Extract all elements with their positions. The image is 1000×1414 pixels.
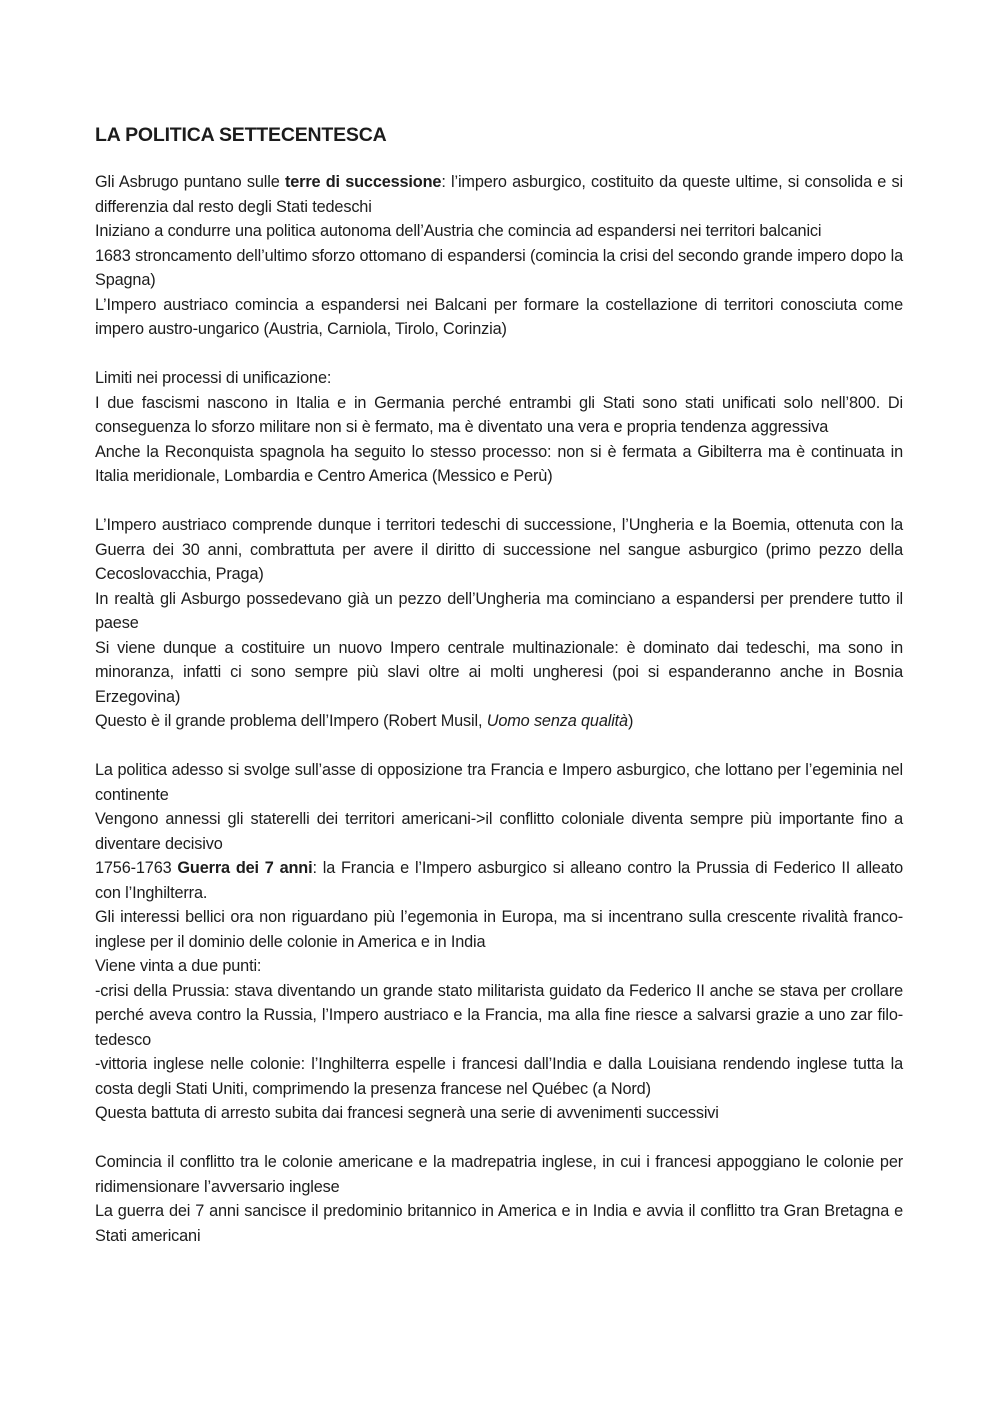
text-line	[95, 219, 903, 244]
text-span: Gli Asbrugo puntano sulle	[95, 173, 285, 191]
italic-text: Uomo senza qualità	[486, 712, 628, 730]
text-line	[95, 954, 903, 979]
text-line	[95, 513, 903, 587]
text-line	[95, 440, 903, 489]
paragraphs-container	[95, 170, 903, 1248]
paragraph	[95, 513, 903, 734]
text-span: Limiti nei processi di unificazione:	[95, 369, 332, 387]
paragraph	[95, 170, 903, 342]
text-span: 1756-1763	[95, 859, 178, 877]
text-span: L’Impero austriaco comincia a espandersi nei Balcani per formare la costellazione di territori conosciuta come impero austro-ungarico (Austria, Carniola, Tirolo, Corinzia)	[95, 295, 903, 338]
text-line	[95, 856, 903, 905]
text-line	[95, 709, 903, 734]
text-span: La guerra dei 7 anni sancisce il predominio britannico in America e in India e avvia il conflitto tra Gran Bretagna e Stati americani	[95, 1202, 903, 1245]
text-span: Si viene dunque a costituire un nuovo Impero centrale multinazionale: è dominato dai tedeschi, ma sono in minoranza, infatti ci sono sempre più slavi oltre ai molti ungheresi (poi si espanderanno anche in Bosnia Erzegovina)	[95, 638, 903, 706]
text-line	[95, 587, 903, 636]
paragraph	[95, 758, 903, 1126]
text-span: 1683 stroncamento dell’ultimo sforzo ottomano di espandersi (comincia la crisi del secondo grande impero dopo la Spagna)	[95, 246, 903, 289]
text-line	[95, 1199, 903, 1248]
paragraph	[95, 1150, 903, 1248]
text-line	[95, 1150, 903, 1199]
text-span: )	[627, 712, 634, 730]
text-span: Questo è il grande problema dell’Impero (Robert Musil,	[95, 712, 487, 730]
text-span: -vittoria inglese nelle colonie: l’Inghilterra espelle i francesi dall’India e dalla Louisiana rendendo inglese tutta la costa degli Stati Uniti, comprimendo la presenza francese nel Québec (a Nord)	[95, 1055, 903, 1098]
text-span: Viene vinta a due punti:	[95, 957, 262, 975]
text-span: Gli interessi bellici ora non riguardano più l’egemonia in Europa, ma si incentrano sulla crescente rivalità franco-inglese per il dominio delle colonie in America e in India	[95, 908, 903, 951]
text-line	[95, 979, 903, 1053]
document-body	[95, 122, 903, 1273]
text-line	[95, 905, 903, 954]
text-span: Vengono annessi gli staterelli dei territori americani->il conflitto coloniale diventa sempre più importante fino a diventare decisivo	[95, 810, 903, 853]
text-span: L’Impero austriaco comprende dunque i territori tedeschi di successione, l’Ungheria e la Boemia, ottenuta con la Guerra dei 30 anni, combrattuta per avere il diritto di successione nel sangue asburgico (primo pezzo della Cecoslovacchia, Praga)	[95, 516, 903, 583]
text-line	[95, 636, 903, 710]
bold-text: terre di successione	[284, 173, 442, 191]
text-line	[95, 1052, 903, 1101]
text-span: : la Francia e l’Impero asburgico si alleano contro la Prussia di Federico II alleato con l’Inghilterra.	[95, 859, 903, 902]
text-line	[95, 758, 903, 807]
text-line	[95, 244, 903, 293]
text-span: I due fascismi nascono in Italia e in Germania perché entrambi gli Stati sono stati unificati solo nell’800. Di conseguenza lo sforzo militare non si è fermato, ma è diventato una vera e propria tendenza aggressiva	[95, 393, 903, 436]
text-span: Anche la Reconquista spagnola ha seguito lo stesso processo: non si è fermata a Gibilterra ma è continuata in Italia meridionale, Lombardia e Centro America (Messico e Perù)	[95, 442, 903, 485]
page-title: LA POLITICA SETTECENTESCA	[95, 124, 387, 146]
text-span: -crisi della Prussia: stava diventando un grande stato militarista guidato da Federico II anche se stava per crollare perché aveva contro la Russia, l’Impero austriaco e la Francia, ma alla fine riesce a salvarsi grazie a uno zar filo-tedesco	[95, 981, 903, 1049]
text-span: : l’impero asburgico, costituito da queste ultime, si consolida e si differenzia dal resto degli Stati tedeschi	[95, 173, 903, 216]
text-line	[95, 391, 903, 440]
text-span: Comincia il conflitto tra le colonie americane e la madrepatria inglese, in cui i francesi appoggiano le colonie per ridimensionare l’avversario inglese	[95, 1153, 903, 1196]
paragraph	[95, 366, 903, 489]
text-line	[95, 293, 903, 342]
text-line	[95, 807, 903, 856]
text-line	[95, 170, 903, 219]
text-span: Questa battuta di arresto subita dai francesi segnerà una serie di avvenimenti successivi	[95, 1104, 719, 1122]
text-span: La politica adesso si svolge sull’asse di opposizione tra Francia e Impero asburgico, che lottano per l’egeminia nel continente	[95, 761, 903, 804]
bold-text: Guerra dei 7 anni	[177, 859, 313, 877]
text-line	[95, 1101, 903, 1126]
text-span: Iniziano a condurre una politica autonoma dell’Austria che comincia ad espandersi nei territori balcanici	[95, 222, 822, 240]
text-line	[95, 366, 903, 391]
text-span: In realtà gli Asburgo possedevano già un pezzo dell’Ungheria ma cominciano a espandersi per prendere tutto il paese	[95, 589, 903, 632]
